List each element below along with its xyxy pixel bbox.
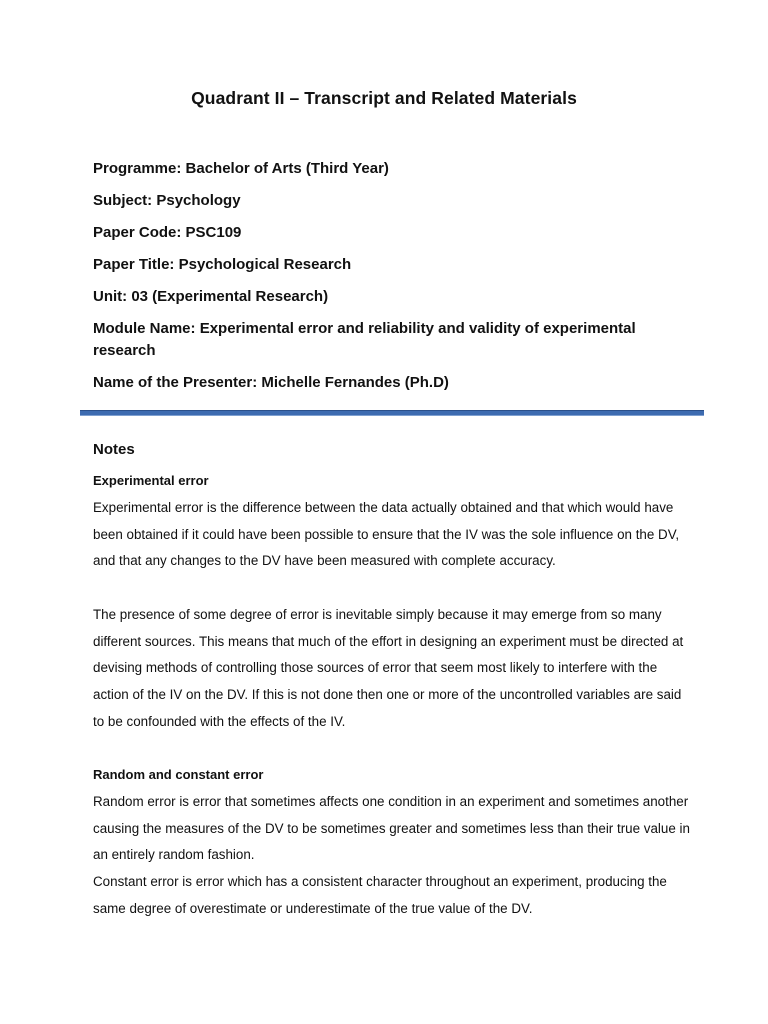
meta-value: 03 (Experimental Research) [131,288,329,305]
meta-value: Experimental error and reliability and validity of experimental research [93,320,636,359]
meta-value: Michelle Fernandes (Ph.D) [261,374,449,391]
meta-subject [93,190,693,212]
meta-paper-title [93,254,693,276]
document-title: Quadrant II – Transcript and Related Materials [191,88,577,108]
paragraph: Random error is error that sometimes affects one condition in an experiment and sometimes another causing the measures of the DV to be sometimes greater and sometimes less than their true value in an entirely random fashion. [93,794,690,863]
section-heading-experimental-error: Experimental error [93,473,209,488]
meta-paper-code [93,222,693,244]
meta-programme [93,158,693,180]
meta-label: Programme: [93,160,182,177]
meta-value: Psychological Research [178,256,352,273]
meta-label: Unit: [93,288,128,305]
meta-value: Psychology [156,192,241,209]
meta-value: PSC109 [185,224,242,241]
notes-heading: Notes [93,441,135,458]
meta-label: Paper Code: [93,224,182,241]
meta-presenter [93,372,693,394]
meta-value: Bachelor of Arts (Third Year) [185,160,389,177]
paragraph: The presence of some degree of error is inevitable simply because it may emerge from so many different sources. This means that much of the effort in designing an experiment must be directed at devising methods of controlling those sources of error that seem most likely to interfere with the action of the IV on the DV. If this is not done then one or more of the uncontrolled variables are said to be confounded with the effects of the IV. [93,607,684,729]
meta-label: Paper Title: [93,256,175,273]
meta-label: Subject: [93,192,153,209]
section-heading-random-constant-error: Random and constant error [93,767,264,782]
section-divider [80,410,704,416]
meta-module-name [93,318,683,362]
meta-label: Name of the Presenter: [93,374,258,391]
meta-label: Module Name: [93,320,196,337]
meta-unit [93,286,693,308]
paragraph: Experimental error is the difference between the data actually obtained and that which would have been obtained if it could have been possible to ensure that the IV was the sole influence on the DV, and that any changes to the DV have been measured with complete accuracy. [93,500,680,569]
paragraph: Constant error is error which has a consistent character throughout an experiment, producing the same degree of overestimate or underestimate of the true value of the DV. [93,874,667,916]
